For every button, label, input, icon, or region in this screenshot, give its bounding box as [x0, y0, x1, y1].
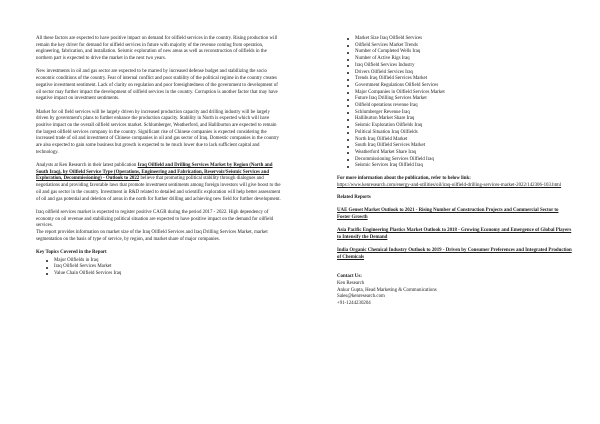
list-item: Market Size Iraq Oilfield Services — [355, 36, 572, 43]
paragraph-factors: All these factors are expected to have positive impact on demand for oilfield services in the country. Rising production will remain the key driver for demand for oilfield services in future with majority of the revenue coming from operation, engineering, fabrication, and installation. Seismic exploration of new areas as well as reconstruction of oilfields in the northern part is expected to drive the market in the next two years. — [36, 36, 278, 62]
list-item: Government Regulations Oilfield Services — [355, 83, 572, 90]
list-item: Oilfield operations revenue Iraq — [355, 103, 572, 110]
topics-heading: Key Topics Covered in the Report — [36, 249, 107, 255]
contact-phone: +91-1244230204 — [337, 300, 371, 306]
list-item: Major Oilfields in Iraq — [54, 258, 282, 265]
list-item: Value Chain Oilfield Services Iraq — [54, 271, 282, 278]
list-item: Decommissioning Services Oilfield Iraq — [355, 157, 572, 164]
publication-title-link[interactable]: Iraq Oilfield and Drilling Services Market by Region (North and South Iraq), by Oilfield Service Type (Operations, Engineering and Fabrication, Reservoir/Seismic Services and Exploration, Decommissioning) - Outlook to 2022 — [36, 163, 273, 182]
analysts-suffix: believe that promoting political stability through dialogues and negotiations and providing favorable laws that promote investment sentiments among foreign investors will give boost to the oil and gas sector in the country. Investment in R&D related to detailed and scientific exploration will help better assessment of oil and gas potential and deletion of areas in the north for further drilling and achieving new field for further development. — [36, 176, 281, 202]
list-item: Trends Iraq Oilfield Services Market — [355, 76, 572, 83]
list-item: North Iraq Oilfield Market — [355, 137, 572, 144]
list-item: Number of Completed Wells Iraq — [355, 49, 572, 56]
paragraph-cagr: Iraq oilfield services market is expected to register positive CAGR during the period 2017 - 2022. High dependency of economy on oil revenue and stabilizing political situation are expected to have positive impact on the demand for oilfield services. — [36, 209, 274, 229]
list-item: Halliburton Market Share Iraq — [355, 116, 572, 123]
list-item: Political Situation Iraq Oilfields — [355, 130, 572, 137]
list-item: Major Companies in Oilfield Services Market — [355, 90, 572, 97]
topics-list-left — [36, 258, 282, 278]
paragraph-analysts — [36, 163, 282, 203]
list-item: Seismic Services Iraq Oilfield Iraq — [355, 163, 572, 170]
right-column — [337, 36, 572, 308]
list-item: Iraq Oilfield Services Industry — [355, 63, 572, 70]
more-info-label: For more information about the publication, refer to below link: — [337, 176, 471, 182]
analysts-prefix: Analysts at Ken Research in their latest publication — [36, 163, 138, 169]
list-item: Schlumberger Revenue Iraq — [355, 110, 572, 117]
contact-company: Ken Research — [337, 280, 365, 286]
contact-email[interactable]: Sales@kenresearch.com — [337, 294, 385, 300]
left-column — [36, 36, 282, 278]
list-item: Future Iraq Drilling Services Market — [355, 96, 572, 103]
paragraph-market-drivers: Market for oil field services will be largely driven by increased production capacity and drilling industry will be largely driven by government's plans to further enhance the production capacity. Stability in North is expected which will have positive impact on the overall oilfield services market. Schlumberger, Weatherford, and Halliburton are expected to remain the largest oilfield services company in the country. Significant rise of Chinese companies is expected considering the increased trade of oil and investment of Chinese companies in oil and gas sector of Iraq. Domestic companies in the country are also expected to gain some business but growth is expected to be much lower due to lack sufficient capital and technology. — [36, 109, 279, 155]
related-reports-heading: Related Reports — [337, 195, 371, 201]
topics-list-right — [337, 36, 572, 170]
related-report-link-3[interactable]: India Organic Chemical Industry Outlook to 2019 - Driven by Consumer Preferences and Integrated Production of Chemicals — [337, 248, 572, 260]
list-item: Weatherford Market Share Iraq — [355, 150, 572, 157]
related-report-link-1[interactable]: UAE Genset Market Outlook to 2021 - Rising Number of Construction Projects and Commercial Sector to Foster Growth — [337, 208, 559, 220]
paragraph-investments: New investments in oil and gas sector are expected to be marred by increased defense budget and stabilizing the socio economic conditions of the country. Fear of internal conflict and poor stability of the political regime in the country creates negative investment sentiment. Lack of clarity on regulation and poor foresightedness of the government to development of oil sector may further impact the development of oilfield services in the country. Corruption is another factor that may have negative impact on investment sentiments. — [36, 69, 278, 102]
list-item: Drivers Oilfield Services Iraq — [355, 70, 572, 77]
paragraph-report-info: The report provides information on market size of the Iraq Oilfield Services and Iraq Drilling Services Market, market segmentation on the basis of type of service, by region, and market share of major companies. — [36, 229, 268, 242]
list-item: Seismic Exploration Oilfields Iraq — [355, 123, 572, 130]
contact-heading: Contact Us: — [337, 274, 362, 280]
list-item: Oilfield Services Market Trends — [355, 43, 572, 50]
list-item: Number of Active Rigs Iraq — [355, 56, 572, 63]
related-report-link-2[interactable]: Asia Pacific Engineering Plastics Market Outlook to 2018 - Growing Economy and Emergence of Global Players to Intensify the Demand — [337, 228, 572, 240]
publication-url-link[interactable]: https://www.kenresearch.com/energy-and-utilities/oil/iraq-oilfield-drilling-services-market-2022/142306-103.html — [337, 182, 562, 188]
list-item: Iraq Oilfield Services Market — [54, 264, 282, 271]
list-item: South Iraq Oilfield Services Market — [355, 143, 572, 150]
contact-person: Ankur Gupta, Head Marketing & Communications — [337, 287, 437, 293]
